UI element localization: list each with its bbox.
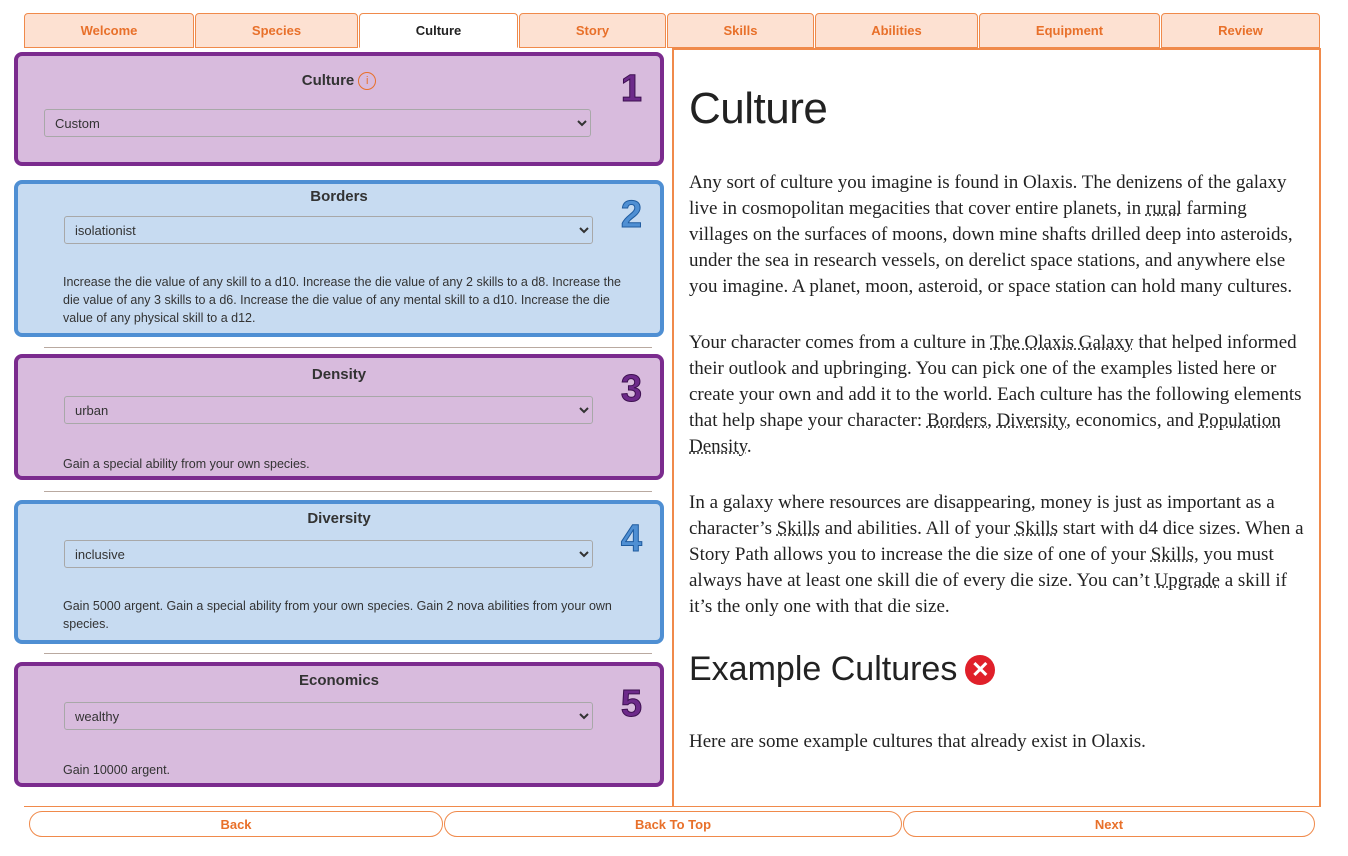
article-paragraph-1: [689, 170, 1305, 300]
economics-select[interactable]: [64, 702, 593, 730]
population-density-link[interactable]: Population Density: [689, 410, 1281, 457]
tab-story[interactable]: Story: [519, 13, 666, 48]
text: and abilities. All of your: [820, 518, 1015, 539]
diversity-card-title: Diversity: [307, 510, 371, 527]
text: Your character comes from a culture in: [689, 332, 991, 353]
diversity-description: Gain 5000 argent. Gain a special ability from your own species. Gain 2 nova abilities from your own species.: [63, 599, 612, 631]
density-select[interactable]: [64, 396, 593, 424]
close-icon[interactable]: ✕: [965, 655, 995, 685]
text: .: [746, 436, 752, 457]
text: , economics, and: [1066, 410, 1199, 431]
divider: [44, 653, 652, 654]
olaxis-galaxy-link[interactable]: The Olaxis Galaxy: [990, 332, 1134, 353]
borders-card-title: Borders: [310, 188, 368, 205]
skills-link[interactable]: Skills: [776, 518, 821, 539]
culture-article: [672, 48, 1321, 806]
info-icon[interactable]: i: [358, 72, 376, 90]
tab-review[interactable]: Review: [1161, 13, 1320, 48]
economics-card-title: Economics: [298, 672, 380, 689]
article-paragraph-3: [689, 490, 1305, 620]
tab-abilities[interactable]: Abilities: [815, 13, 978, 48]
density-card: [14, 354, 664, 480]
text: In a galaxy where resources are disappearing, money is just as important as a character’s: [689, 492, 1275, 539]
diversity-link[interactable]: Diversity: [996, 410, 1067, 431]
culture-select[interactable]: [44, 109, 591, 137]
borders-select[interactable]: [64, 216, 593, 244]
next-button[interactable]: Next: [903, 811, 1315, 837]
step-number-5: 5: [620, 683, 642, 725]
back-button[interactable]: Back: [29, 811, 443, 837]
economics-description: Gain 10000 argent.: [63, 763, 171, 777]
borders-link[interactable]: Borders: [926, 410, 988, 431]
step-number-1: 1: [620, 68, 642, 110]
step-number-3: 3: [620, 368, 642, 410]
step-number-4: 4: [620, 518, 642, 560]
density-card-title: Density: [311, 366, 367, 383]
tab-welcome[interactable]: Welcome: [24, 13, 194, 48]
wizard-tabs: [24, 13, 1321, 48]
article-heading: Culture: [689, 84, 828, 133]
footer-divider: [24, 806, 1321, 807]
diversity-card: [14, 500, 664, 644]
text: start with d4 dice sizes. When a Story Path allows you to increase the die size of one of your: [689, 518, 1304, 565]
tab-equipment[interactable]: Equipment: [979, 13, 1160, 48]
culture-card: [14, 52, 664, 166]
article-paragraph-2: [689, 330, 1305, 460]
culture-title-text: Culture: [301, 72, 355, 89]
divider: [44, 491, 652, 492]
upgrade-link[interactable]: Upgrade: [1154, 570, 1220, 591]
subheading-text: Example Cultures: [689, 650, 958, 688]
economics-card: [14, 662, 664, 787]
borders-card: [14, 180, 664, 337]
diversity-select[interactable]: [64, 540, 593, 568]
text: Any sort of culture you imagine is found in Olaxis. The denizens of the galaxy live in cosmopolitan megacities that cover entire planets, in: [689, 172, 1287, 219]
divider: [44, 347, 652, 348]
back-to-top-button[interactable]: Back To Top: [444, 811, 902, 837]
borders-description: Increase the die value of any skill to a d10. Increase the die value of any 2 skills to a d8. Increase the die value of any 3 skills to a d6. Increase the die value of any mental skill to a d10. Increase the die value of any physical skill to a d12.: [63, 275, 621, 325]
tab-culture[interactable]: Culture: [359, 13, 518, 48]
skills-link[interactable]: Skills: [1150, 544, 1195, 565]
step-number-2: 2: [620, 194, 642, 236]
example-cultures-heading: [689, 650, 1319, 689]
text: a skill if it’s the only one with that die size.: [689, 570, 1287, 617]
density-description: Gain a special ability from your own species.: [63, 457, 310, 471]
article-paragraph-4: Here are some example cultures that already exist in Olaxis.: [689, 731, 1146, 752]
culture-card-title: [18, 72, 660, 90]
text: ,: [987, 410, 997, 431]
text: farming villages on the surfaces of moons, down mine shafts drilled deep into asteroids, under the sea in research vessels, on derelict space stations, and anywhere else you imagine. A planet, moon, asteroid, or space station can hold many cultures.: [689, 198, 1293, 297]
tab-species[interactable]: Species: [195, 13, 358, 48]
text: , you must always have at least one skill die of every die size. You can’t: [689, 544, 1274, 591]
text: that helped informed their outlook and upbringing. You can pick one of the examples listed here or create your own and add it to the world. Each culture has the following elements that help shape your character:: [689, 332, 1302, 431]
skills-link[interactable]: Skills: [1014, 518, 1059, 539]
tab-skills[interactable]: Skills: [667, 13, 814, 48]
rural-link[interactable]: rural: [1145, 198, 1182, 219]
